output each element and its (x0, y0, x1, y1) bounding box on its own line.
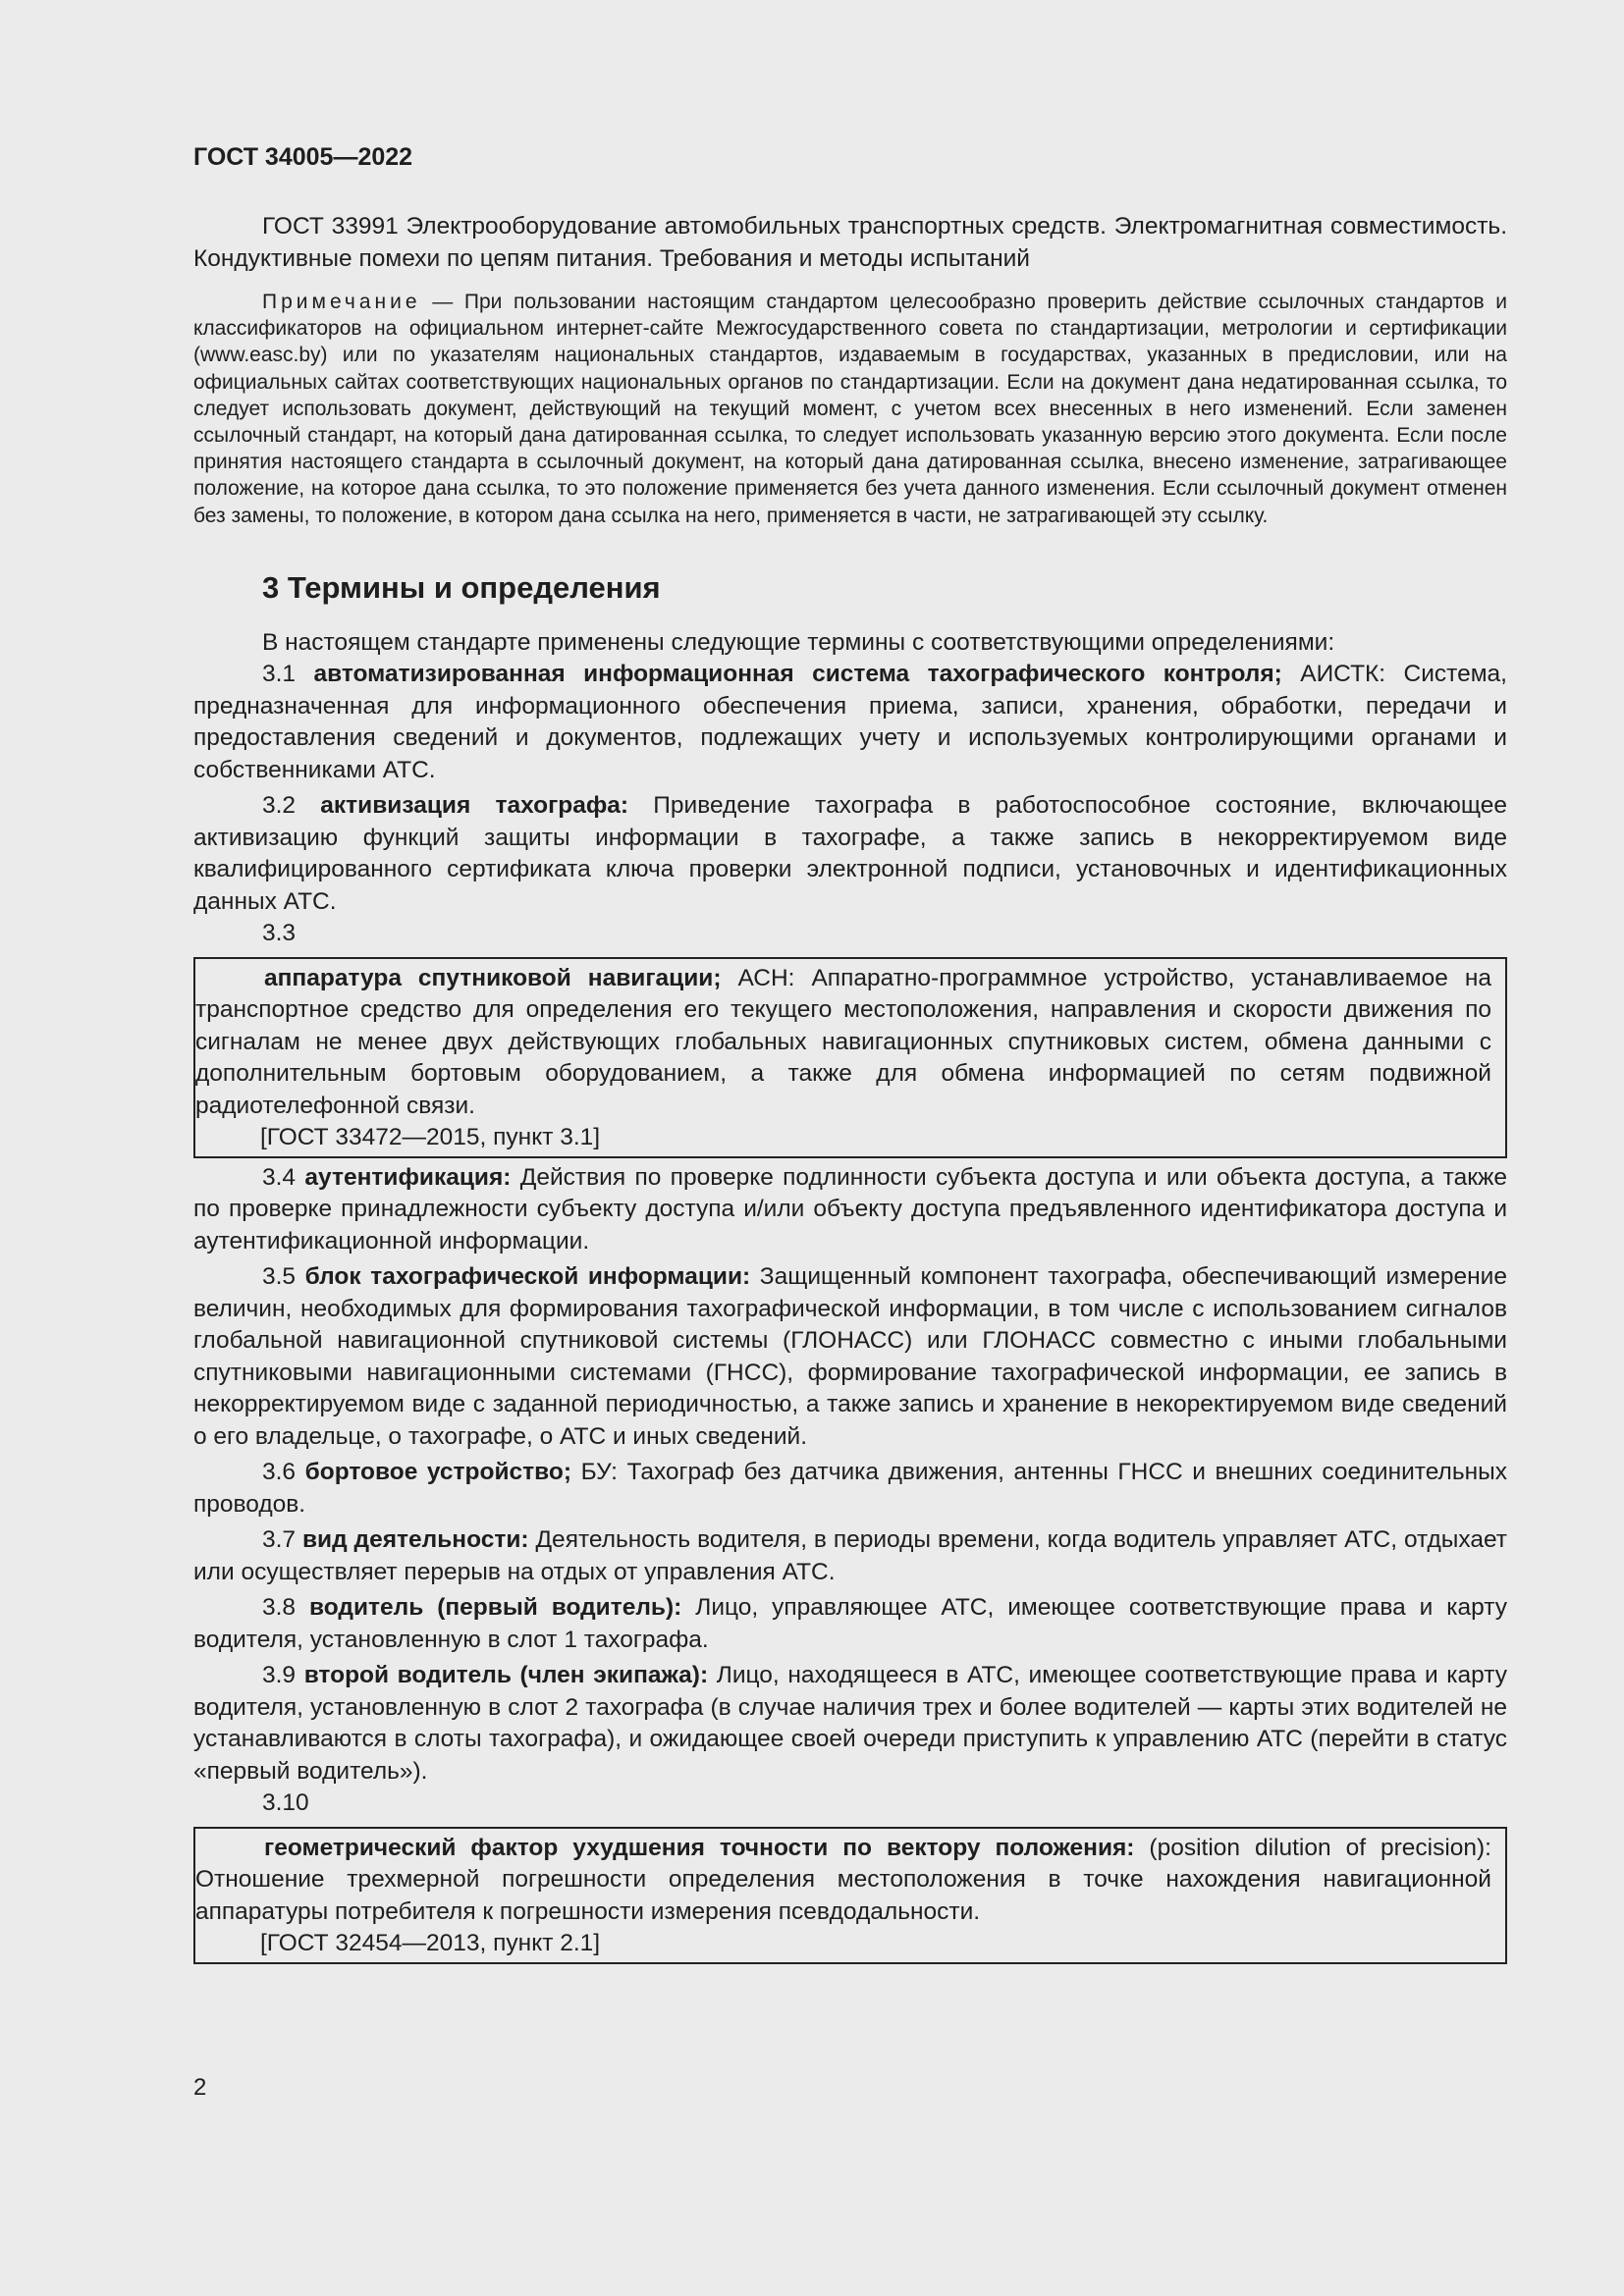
document-header: ГОСТ 34005—2022 (193, 143, 413, 171)
term-definition: Действия по проверке подлинности субъекта доступа и или объекта доступа, а также по проверке принадлежности субъекту доступа и/или объекту доступа предъявленного идентификатора доступа и аутентификационной информации. (193, 1163, 1507, 1255)
reference-gost-33991: ГОСТ 33991 Электрооборудование автомобильных транспортных средств. Электромагнитная совместимость. Кондуктивные помехи по цепям питания. Требования и методы испытаний (193, 213, 1507, 272)
section-title: 3 Термины и определения (262, 569, 661, 605)
note-text: — При пользовании настоящим стандартом целесообразно проверить действие ссылочных стандартов и классификаторов на официальном интернет-сайте Межгосударственного совета по стандартизации, метрологии и сертификации (www.easc.by) или по указателям национальных стандартов, издаваемым в государствах, указанных в предисловии, или на официальных сайтах соответствующих национальных органов по стандартизации. Если на документ дана недатированная ссылка, то следует использовать документ, действующий на текущий момент, с учетом всех внесенных в него изменений. Если заменен ссылочный стандарт, на который дана датированная ссылка, то следует использовать указанную версию этого документа. Если после принятия настоящего стандарта в ссылочный документ, на который дана датированная ссылка, внесено изменение, затрагивающее положение, на которое дана ссылка, то это положение применяется без учета данного изменения. Если ссылочный документ отменен без замены, то положение, в котором дана ссылка на него, применяется в части, не затрагивающей эту ссылку. (193, 291, 1507, 527)
term-definition: (position dilution of precision): Отношение трехмерной погрешности определения местоположения в точке нахождения навигационной аппаратуры потребителя к погрешности измерения псевдодальности. (195, 1834, 1491, 1925)
term-definition: Лицо, находящееся в АТС, имеющее соответствующие права и карту водителя, установленную в слот 2 тахографа (в случае наличия трех и более водителей — карты этих водителей не устанавливаются в слоты тахографа), и ожидающее своей очереди приступить к управлению АТС (перейти в статус «первый водитель»). (193, 1662, 1507, 1785)
term-name: бортовое устройство; (304, 1459, 572, 1486)
term-number-3-10: 3.10 (262, 1789, 309, 1817)
term-name: вид деятельности: (301, 1526, 529, 1554)
term-definition: Защищенный компонент тахографа, обеспечивающий измерение величин, необходимых для формирования тахографической информации, в том числе с использованием сигналов глобальной навигационной спутниковой системы (ГЛОНАСС) или ГЛОНАСС совместно с иными глобальными спутниковыми навигационными системами (ГНСС), формирование тахографической информации, ее запись в некорректируемом виде с заданной периодичностью, а также запись и хранение в некоректируемом виде сведений о его владельце, о тахографе, о АТС и иных сведений. (193, 1263, 1507, 1450)
term-definition: Деятельность водителя, в периоды времени, когда водитель управляет АТС, отдыхает или осуществляет перерыв на отдых от управления АТС. (193, 1526, 1507, 1585)
term-number: 3.2 (262, 792, 321, 820)
term-number: 3.6 (262, 1459, 305, 1486)
term-source-reference: [ГОСТ 32454—2013, пункт 2.1] (260, 1930, 601, 1957)
term-3-3-box (193, 957, 1507, 1158)
note-label: Примечание (262, 291, 421, 313)
term-name: аутентификация: (304, 1163, 512, 1191)
section-intro: В настоящем стандарте применены следующие термины с соответствующими определениями: (262, 628, 1335, 656)
term-definition: Лицо, управляющее АТС, имеющее соответствующие права и карту водителя, установленную в слот 1 тахографа. (193, 1594, 1507, 1653)
term-number: 3.8 (262, 1594, 310, 1622)
term-3-7 (193, 1524, 1507, 1588)
term-3-9 (193, 1660, 1507, 1788)
term-number: 3.9 (262, 1662, 304, 1689)
term-definition: АСН: Аппаратно-программное устройство, устанавливаемое на транспортное средство для определения его текущего местоположения, направления и скорости движения по сигналам не менее двух действующих глобальных навигационных спутниковых систем, обмена данными с дополнительным бортовым оборудованием, а также для обмена информацией по сетям подвижной радиотелефонной связи. (195, 964, 1491, 1119)
term-number: 3.1 (262, 661, 314, 688)
term-name: геометрический фактор ухудшения точности по вектору положения: (264, 1834, 1135, 1861)
term-name: автоматизированная информационная система тахографического контроля; (313, 661, 1282, 688)
term-3-8 (193, 1592, 1507, 1656)
term-3-3 (195, 963, 1491, 1123)
term-3-10 (195, 1833, 1491, 1929)
term-source-reference: [ГОСТ 33472—2015, пункт 3.1] (260, 1124, 601, 1151)
term-number: 3.4 (262, 1163, 305, 1191)
term-3-4 (193, 1162, 1507, 1258)
term-number: 3.7 (262, 1526, 302, 1554)
term-number-3-3: 3.3 (262, 920, 297, 947)
term-name: второй водитель (член экипажа): (303, 1662, 709, 1689)
page-content (193, 143, 1507, 1968)
term-name: водитель (первый водитель): (309, 1594, 682, 1622)
page-number: 2 (193, 2074, 207, 2101)
term-definition: АИСТК: Система, предназначенная для информационного обеспечения приема, записи, хранения, обработки, передачи и предоставления сведений и документов, подлежащих учету и используемых контролирующими органами и собственниками АТС. (193, 661, 1507, 783)
term-name: активизация тахографа: (320, 792, 629, 820)
term-3-10-box (193, 1827, 1507, 1964)
term-name: аппаратура спутниковой навигации; (264, 964, 722, 991)
term-3-5 (193, 1261, 1507, 1453)
term-definition: Приведение тахографа в работоспособное состояние, включающее активизацию функций защиты информации в тахографе, а также запись в некорректируемом виде квалифицированного сертификата ключа проверки электронной подписи, установочных и идентификационных данных АТС. (193, 792, 1507, 915)
term-3-6 (193, 1457, 1507, 1521)
term-3-1 (193, 659, 1507, 786)
term-name: блок тахографической информации: (304, 1263, 751, 1291)
note-paragraph (193, 289, 1507, 529)
term-3-2 (193, 790, 1507, 918)
term-definition: БУ: Тахограф без датчика движения, антенны ГНСС и внешних соединительных проводов. (193, 1459, 1507, 1518)
term-number: 3.5 (262, 1263, 305, 1291)
